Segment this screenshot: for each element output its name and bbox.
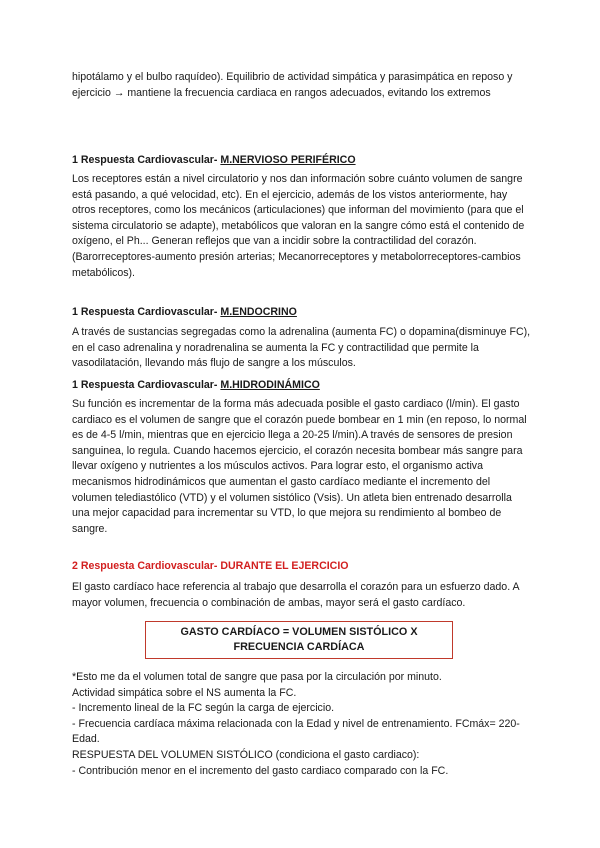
heading-prefix: 2 Respuesta Cardiovascular-: [72, 560, 221, 572]
heading-prefix: 1 Respuesta Cardiovascular-: [72, 379, 221, 391]
heading-subtitle: M.NERVIOSO PERIFÉRICO: [220, 154, 356, 166]
heading-subtitle: M.ENDOCRINO: [220, 306, 297, 318]
note-item: - Contribución menor en el incremento del gasto cardiaco comparado con la FC.: [72, 764, 449, 777]
heading-subtitle: M.HIDRODINÁMICO: [220, 379, 320, 391]
note-item: RESPUESTA DEL VOLUMEN SISTÓLICO (condiciona el gasto cardiaco):: [72, 748, 420, 761]
heading-prefix: 1 Respuesta Cardiovascular-: [72, 154, 221, 166]
note-item: - Frecuencia cardíaca máxima relacionada con la Edad y nivel de entrenamiento. FCmáx= 220- Edad.: [72, 717, 520, 746]
notes-list: [72, 670, 542, 779]
intro-paragraph: hipotálamo y el bulbo raquídeo). Equilibrio de actividad simpática y parasimpática en reposo y ejercicio → mantiene la frecuencia cardiaca en rangos adecuados, evitando los extremos: [72, 71, 513, 99]
formula-box: [145, 621, 453, 659]
heading-subtitle: DURANTE EL EJERCICIO: [220, 560, 349, 572]
formula-line-2: FRECUENCIA CARDÍACA: [233, 641, 365, 653]
heading-endocrino: [72, 305, 532, 319]
note-item: Actividad simpática sobre el NS aumenta la FC.: [72, 686, 297, 699]
heading-hidrodinamico: [72, 378, 532, 392]
formula-line-1: GASTO CARDÍACO = VOLUMEN SISTÓLICO X: [180, 626, 418, 638]
heading-nervioso: [72, 153, 532, 167]
note-item: - Incremento lineal de la FC según la carga de ejercicio.: [72, 702, 335, 715]
paragraph-hidrodinamico: Su función es incrementar de la forma más adecuada posible el gasto cardiaco (l/min). El gasto cardiaco es el volumen de sangre que el corazón puede bombear en 1 min (en reposo, lo normal es de 4-5 l/min, mientras que en ejercicio llega a 20-25 l/min).A través de sensores de presion sanguinea, lo regula. Cuando hacemos ejercicio, el corazón necesita bombear más sangre para llevar oxígeno y nutrientes a los músculos activos. Para lograr esto, el organismo activa mecanismos hidrodinámicos que aumentan el gasto cardíaco mediante el incremento del volumen telediastólico (VTD) y el volumen sistólico (Vsis). Un atleta bien entrenado desarrolla una mejor capacidad para incrementar su VTD, lo que mejora su rendimiento al bombeo de sangre.: [72, 398, 527, 535]
heading-prefix: 1 Respuesta Cardiovascular-: [72, 306, 221, 318]
note-item: *Esto me da el volumen total de sangre que pasa por la circulación por minuto.: [72, 671, 442, 683]
paragraph-gasto-cardiaco: El gasto cardíaco hace referencia al trabajo que desarrolla el corazón para un esfuerzo dado. A mayor volumen, frecuencia o combinación de ambas, mayor será el gasto cardíaco.: [72, 581, 519, 609]
paragraph-nervioso: Los receptores están a nivel circulatorio y nos dan información sobre cuánto volumen de sangre está pasando, a qué velocidad, etc). En el ejercicio, además de los vistos anteriormente, hay otros receptores, como los mecánicos (articulaciones) que informan del movimiento (para que el sistema circulatorio se adapte), metabólicos que valoran en la sangre cómo está el contenido de oxígeno, el Ph... Generan reflejos que van a incidir sobre la contractilidad del corazón. (Barorreceptores-aumento presión arterias; Mecanorreceptores y metabolorreceptores-cambios metabólicos).: [72, 173, 525, 279]
paragraph-endocrino: A través de sustancias segregadas como la adrenalina (aumenta FC) o dopamina(disminuye FC), en el caso adrenalina y noradrenalina se aumenta la FC y contractilidad que permite la vasodilatación, llevando más flujo de sangre a los músculos.: [72, 326, 531, 370]
heading-durante-ejercicio: [72, 559, 532, 573]
